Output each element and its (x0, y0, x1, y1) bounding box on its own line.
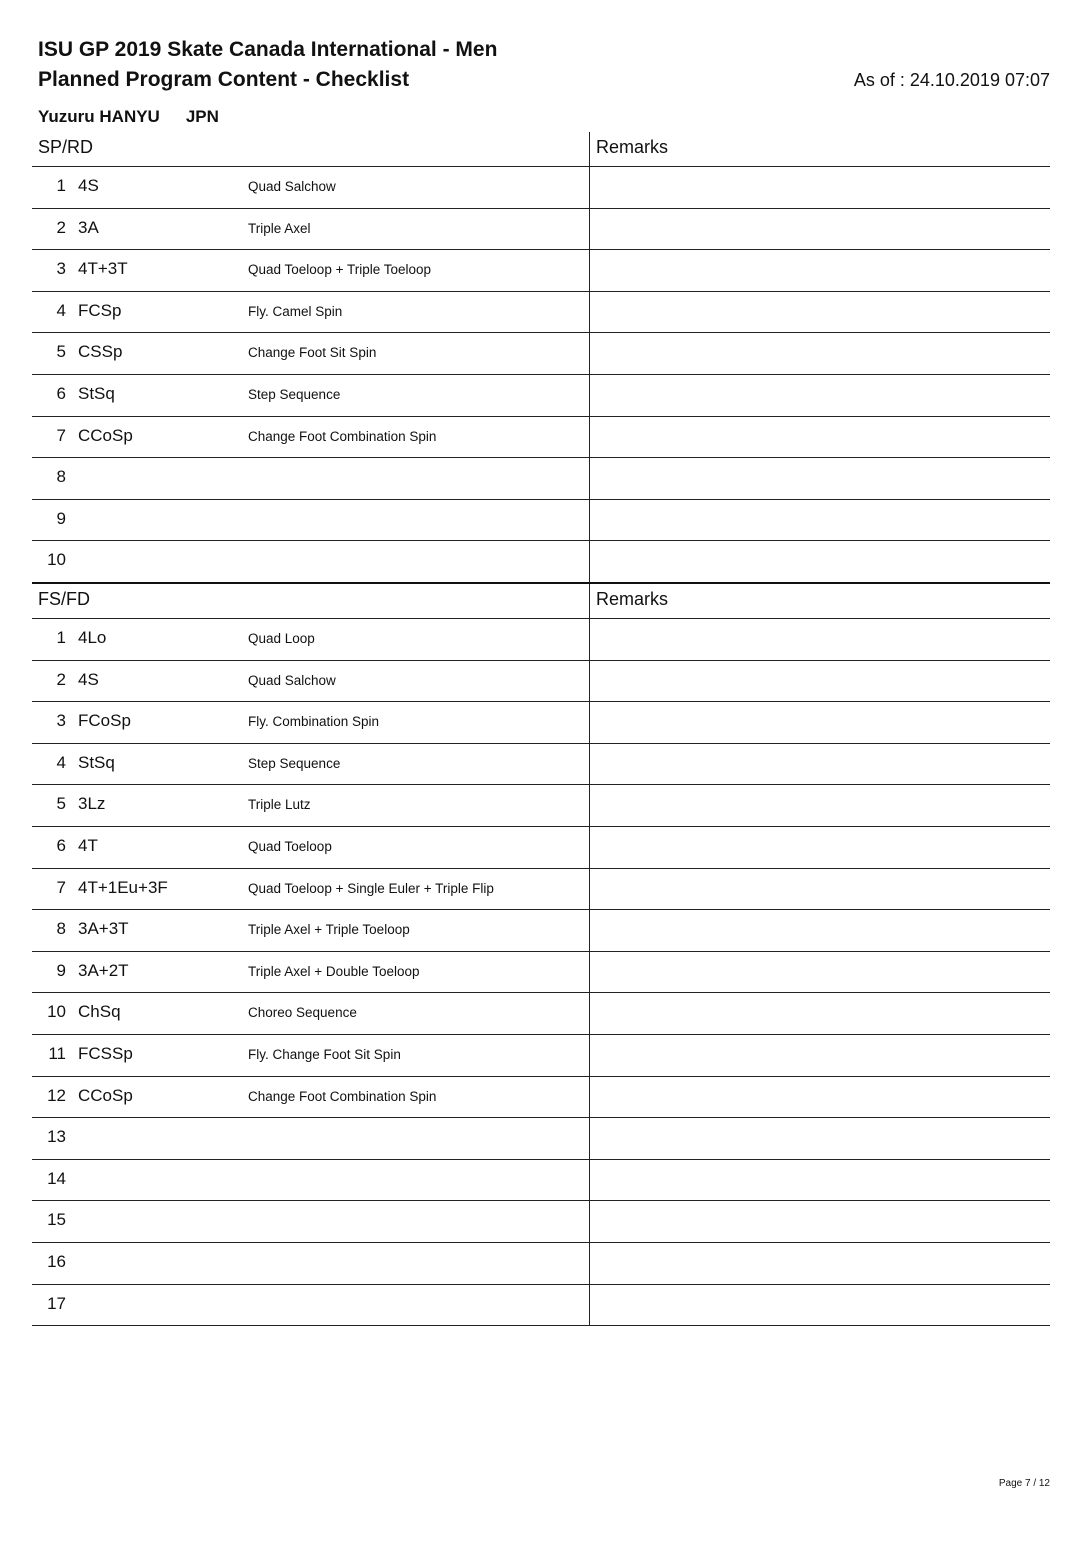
element-row (32, 333, 1050, 375)
element-description: Triple Axel + Double Toeloop (248, 963, 420, 979)
element-row (32, 375, 1050, 417)
element-number: 2 (56, 217, 66, 237)
element-row (32, 1118, 1050, 1160)
element-code: 3A+2T (78, 960, 129, 980)
element-number: 4 (56, 752, 66, 772)
element-number: 5 (56, 794, 66, 814)
element-description: Choreo Sequence (248, 1005, 357, 1021)
element-description: Quad Loop (248, 631, 315, 646)
element-number: 7 (56, 877, 66, 897)
skater-name: Yuzuru HANYU (38, 107, 160, 126)
element-description: Step Sequence (248, 386, 341, 402)
fs-rows (32, 619, 1050, 1326)
element-description: Fly. Change Foot Sit Spin (248, 1046, 401, 1062)
element-number: 9 (56, 508, 66, 528)
element-description: Fly. Combination Spin (248, 714, 380, 730)
element-description: Quad Toeloop + Single Euler + Triple Flip (248, 880, 494, 896)
element-number: 16 (47, 1251, 66, 1271)
page-number: Page 7 / 12 (998, 1478, 1050, 1489)
element-row (32, 827, 1050, 869)
element-code: 3A (78, 217, 99, 237)
element-number: 6 (56, 835, 66, 855)
element-number: 5 (56, 342, 66, 362)
element-row (32, 1160, 1050, 1202)
element-code: FCSSp (78, 1043, 133, 1063)
document-subtitle: Planned Program Content - Checklist (38, 68, 410, 91)
element-code: FCSp (78, 300, 122, 320)
element-number: 8 (56, 919, 66, 939)
element-row (32, 1201, 1050, 1243)
element-number: 8 (56, 467, 66, 487)
element-description: Quad Toeloop (248, 838, 332, 854)
element-row (32, 250, 1050, 292)
element-description: Change Foot Sit Spin (248, 345, 377, 361)
element-code: 4T (78, 835, 98, 855)
element-description: Change Foot Combination Spin (248, 428, 437, 444)
segment-label: SP/RD (38, 137, 94, 157)
element-number: 9 (56, 960, 66, 980)
element-code: CCoSp (78, 1085, 133, 1105)
remarks-label: Remarks (596, 137, 669, 157)
element-row (32, 744, 1050, 786)
element-code: 4T+3T (78, 259, 128, 279)
element-number: 3 (56, 259, 66, 279)
as-of-timestamp: As of : 24.10.2019 07:07 (853, 70, 1050, 90)
element-number: 7 (56, 425, 66, 445)
element-row (32, 417, 1050, 459)
element-description: Step Sequence (248, 755, 341, 771)
element-row (32, 1285, 1050, 1327)
skater-line (38, 107, 219, 127)
element-row (32, 910, 1050, 952)
element-description: Triple Axel + Triple Toeloop (248, 922, 410, 938)
document-title: ISU GP 2019 Skate Canada International - Men (38, 38, 498, 61)
element-code: 4S (78, 669, 99, 689)
element-code: ChSq (78, 1002, 121, 1022)
element-row (32, 952, 1050, 994)
element-code: StSq (78, 752, 115, 772)
element-number: 13 (47, 1127, 66, 1147)
element-code: 3A+3T (78, 919, 129, 939)
skater-nation: JPN (185, 107, 219, 126)
element-row (32, 458, 1050, 500)
element-description: Fly. Camel Spin (248, 303, 343, 319)
element-row (32, 869, 1050, 911)
remarks-label: Remarks (596, 589, 669, 609)
element-row (32, 209, 1050, 251)
element-code: StSq (78, 383, 115, 403)
element-row (32, 1243, 1050, 1285)
element-description: Triple Axel (248, 220, 311, 236)
element-number: 10 (47, 550, 66, 570)
fs-table (32, 584, 1050, 1326)
element-description: Quad Toeloop + Triple Toeloop (248, 262, 432, 278)
element-row (32, 167, 1050, 209)
element-row (32, 702, 1050, 744)
element-number: 1 (56, 628, 66, 647)
element-description: Change Foot Combination Spin (248, 1088, 437, 1104)
element-number: 6 (56, 383, 66, 403)
element-row (32, 619, 1050, 661)
element-number: 15 (47, 1210, 66, 1230)
element-number: 3 (56, 711, 66, 731)
sp-header-row (32, 132, 1050, 167)
element-number: 4 (56, 300, 66, 320)
element-code: 3Lz (78, 794, 106, 814)
element-row (32, 292, 1050, 334)
element-row (32, 541, 1050, 584)
element-number: 10 (47, 1002, 66, 1022)
element-code: FCoSp (78, 711, 131, 731)
segment-label: FS/FD (38, 589, 90, 609)
element-number: 1 (56, 176, 66, 195)
sp-rows (32, 167, 1050, 584)
element-row (32, 993, 1050, 1035)
element-code: 4T+1Eu+3F (78, 877, 168, 897)
element-number: 12 (47, 1085, 66, 1105)
element-row (32, 785, 1050, 827)
element-description: Triple Lutz (248, 797, 311, 813)
element-description: Quad Salchow (248, 672, 336, 688)
element-row (32, 661, 1050, 703)
fs-header-row (32, 584, 1050, 619)
element-row (32, 1035, 1050, 1077)
element-number: 14 (47, 1168, 66, 1188)
element-row (32, 500, 1050, 542)
element-number: 2 (56, 669, 66, 689)
element-number: 17 (47, 1293, 66, 1313)
sp-table (32, 132, 1050, 584)
element-code: CCoSp (78, 425, 133, 445)
element-code: CSSp (78, 342, 123, 362)
element-row (32, 1077, 1050, 1119)
element-code: 4S (78, 176, 99, 195)
element-description: Quad Salchow (248, 179, 336, 194)
element-number: 11 (48, 1043, 66, 1063)
element-code: 4Lo (78, 628, 107, 647)
